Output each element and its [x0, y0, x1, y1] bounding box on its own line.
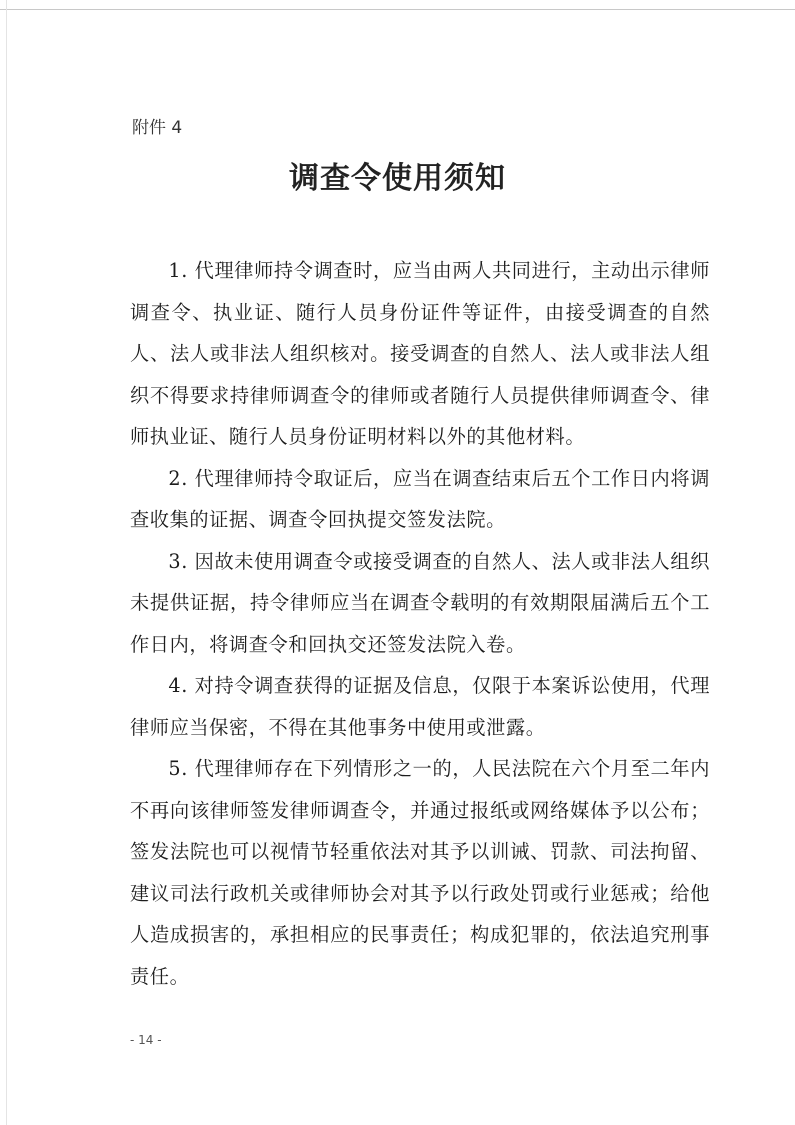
attachment-label: 附件 4	[132, 118, 183, 138]
paragraph-5: 5. 代理律师存在下列情形之一的，人民法院在六个月至二年内不再向该律师签发律师调查令，并通过报纸或网络媒体予以公布；签发法院也可以视情节轻重依法对其予以训诫、罚款、司法拘留、建议司法行政机关或律师协会对其予以行政处罚或行业惩戒；给他人造成损害的，承担相应的民事责任；构成犯罪的，依法追究刑事责任。	[130, 757, 710, 988]
paragraph-1: 1. 代理律师持令调查时，应当由两人共同进行，主动出示律师调查令、执业证、随行人员身份证件等证件，由接受调查的自然人、法人或非法人组织核对。接受调查的自然人、法人或非法人组织不得要求持律师调查令的律师或者随行人员提供律师调查令、律师执业证、随行人员身份证明材料以外的其他材料。	[130, 259, 710, 448]
paragraph-3: 3. 因故未使用调查令或接受调查的自然人、法人或非法人组织未提供证据，持令律师应当在调查令载明的有效期限届满后五个工作日内，将调查令和回执交还签发法院入卷。	[130, 549, 710, 656]
paragraph-2: 2. 代理律师持令取证后，应当在调查结束后五个工作日内将调查收集的证据、调查令回执提交签发法院。	[130, 466, 710, 531]
page-number: - 14 -	[130, 1033, 162, 1047]
paragraph-4: 4. 对持令调查获得的证据及信息，仅限于本案诉讼使用，代理律师应当保密，不得在其他事务中使用或泄露。	[130, 674, 710, 739]
document-title: 调查令使用须知	[289, 161, 506, 196]
scan-edge-top	[0, 9, 795, 10]
document-body	[130, 250, 710, 997]
